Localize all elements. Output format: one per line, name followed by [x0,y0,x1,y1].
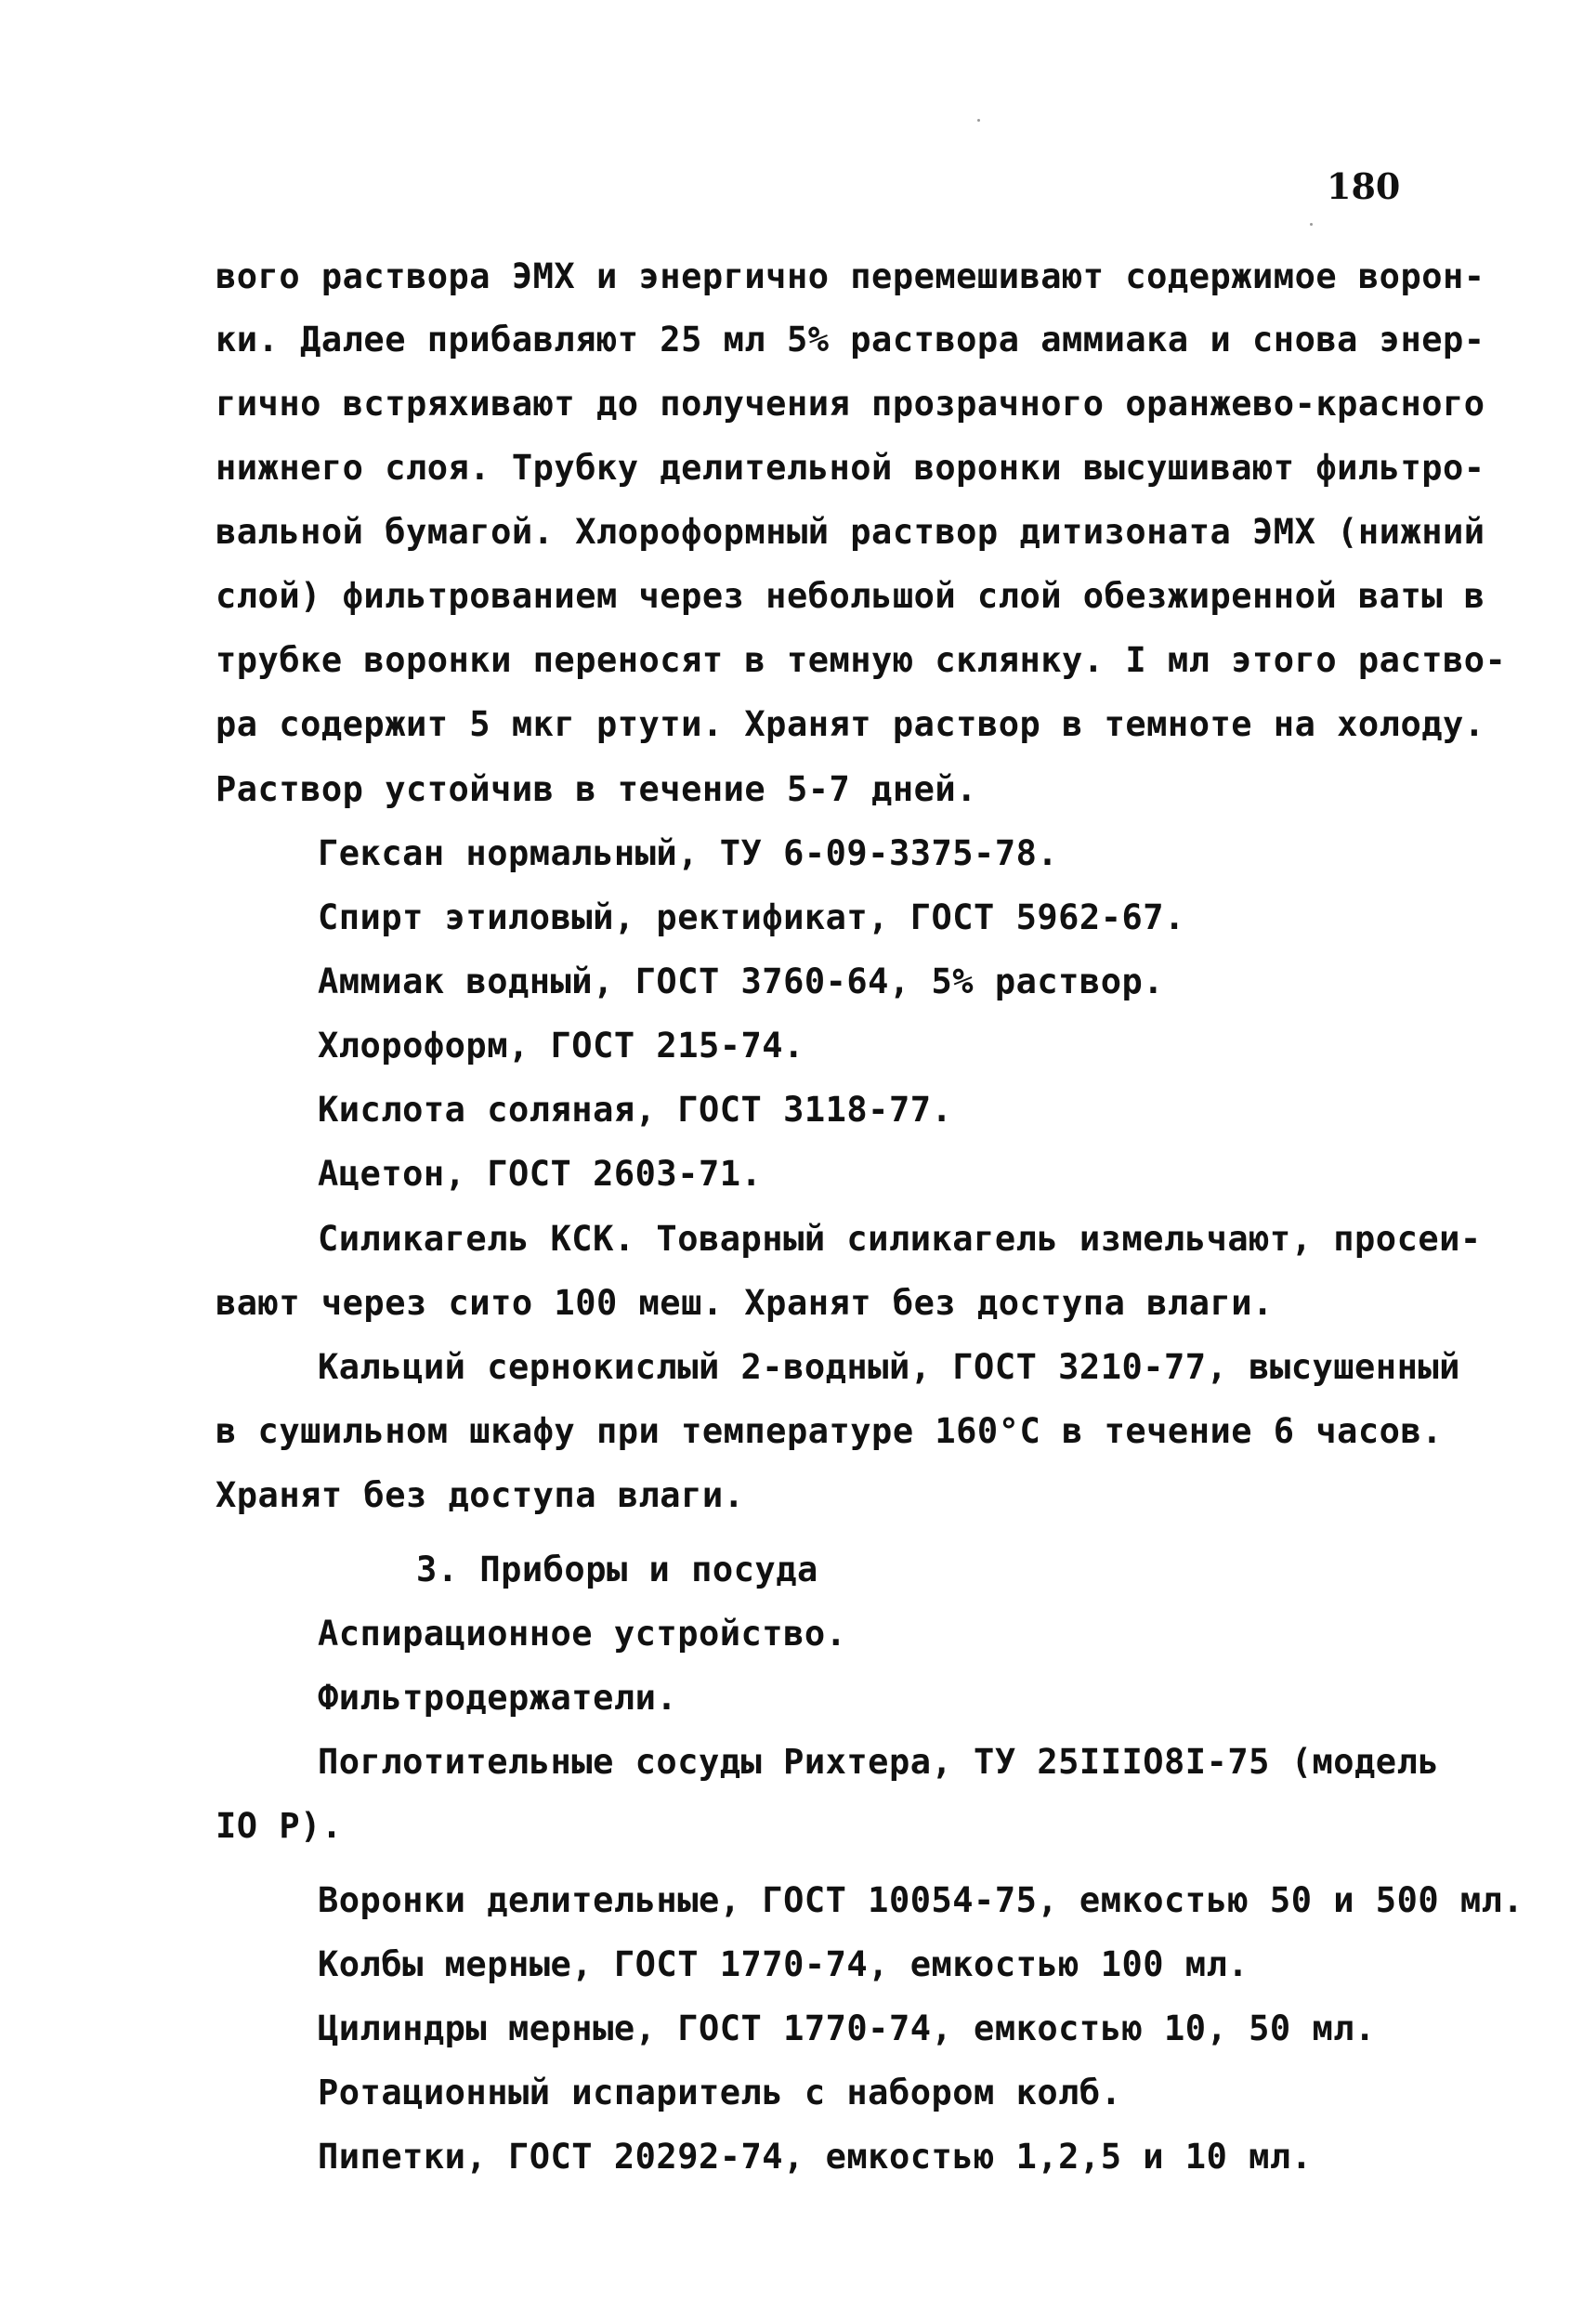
silica-line: Силикагель КСК. Товарный силикагель измельчают, просеи- [318,1219,1482,1259]
paragraph-1-line: слой) фильтрованием через небольшой слой обезжиренной ваты в [216,576,1485,616]
equipment-item: Поглотительные сосуды Рихтера, ТУ 25IIIO8I-75 (модель [318,1742,1440,1782]
reagent-item: Ацетон, ГОСТ 2603-71. [318,1154,763,1194]
equipment-item: Пипетки, ГОСТ 20292-74, емкостью 1,2,5 и 10 мл. [318,2137,1313,2177]
equipment-item: Колбы мерные, ГОСТ 1770-74, емкостью 100 мл. [318,1944,1249,1984]
paragraph-1-line: Раствор устойчив в течение 5-7 дней. [216,769,977,809]
paragraph-1-line: ки. Далее прибавляют 25 мл 5% раствора аммиака и снова энер- [216,320,1485,360]
page-number: 180 [1327,165,1401,207]
equipment-item: IO Р). [216,1806,343,1846]
equipment-item: Фильтродержатели. [318,1678,678,1718]
paragraph-1-line: вого раствора ЭМХ и энергично перемешивают содержимое ворон- [216,256,1485,296]
section-heading: 3. Приборы и посуда [416,1550,818,1589]
equipment-item: Цилиндры мерные, ГОСТ 1770-74, емкостью 10, 50 мл. [318,2008,1376,2048]
calcium-line: Кальций сернокислый 2-водный, ГОСТ 3210-77, высушенный [318,1347,1460,1387]
paragraph-1-line: вальной бумагой. Хлороформный раствор дитизоната ЭМХ (нижний [216,512,1485,552]
scan-speck [1310,223,1313,226]
scan-speck [977,119,980,122]
reagent-item: Хлороформ, ГОСТ 215-74. [318,1026,805,1066]
paragraph-1-line: ра содержит 5 мкг ртути. Хранят раствор в темноте на холоду. [216,704,1485,744]
equipment-item: Ротационный испаритель с набором колб. [318,2073,1122,2112]
silica-line: вают через сито 100 меш. Хранят без доступа влаги. [216,1283,1274,1323]
equipment-item: Воронки делительные, ГОСТ 10054-75, емкостью 50 и 500 мл. [318,1880,1524,1920]
reagent-item: Спирт этиловый, ректификат, ГОСТ 5962-67. [318,897,1185,937]
reagent-item: Гексан нормальный, ТУ 6-09-3375-78. [318,833,1059,873]
paragraph-1-line: гично встряхивают до получения прозрачного оранжево-красного [216,384,1485,424]
paragraph-1-line: нижнего слоя. Трубку делительной воронки высушивают фильтро- [216,448,1485,488]
reagent-item: Аммиак водный, ГОСТ 3760-64, 5% раствор. [318,961,1165,1001]
calcium-line: в сушильном шкафу при температуре 160°С в течение 6 часов. [216,1411,1444,1451]
equipment-item: Аспирационное устройство. [318,1614,847,1654]
reagent-item: Кислота соляная, ГОСТ 3118-77. [318,1090,953,1130]
calcium-line: Хранят без доступа влаги. [216,1475,745,1515]
paragraph-1-line: трубке воронки переносят в темную склянку. I мл этого раство- [216,640,1507,680]
